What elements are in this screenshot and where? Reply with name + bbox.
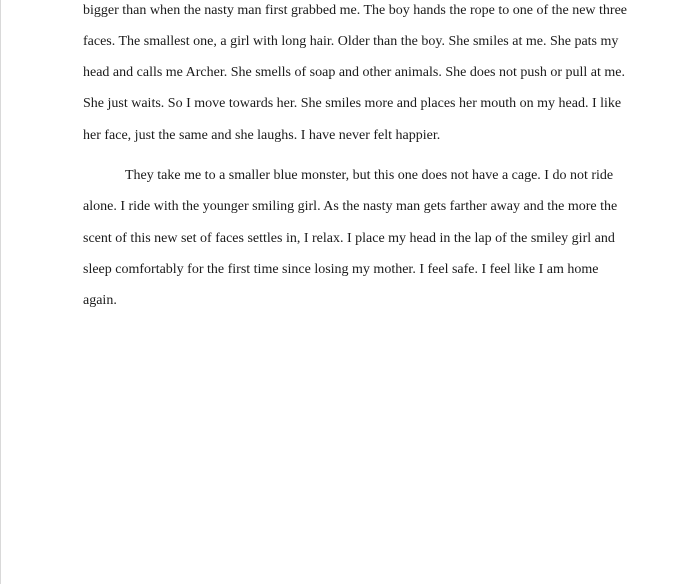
paragraph-line: her face, just the same and she laughs. I have never felt happier. bbox=[83, 128, 441, 143]
paragraph-line: again. bbox=[83, 293, 117, 308]
paragraph-line: She just waits. So I move towards her. She smiles more and places her mouth on my head. I like bbox=[83, 96, 622, 111]
paragraph-line: alone. I ride with the younger smiling girl. As the nasty man gets farther away and the more the bbox=[83, 199, 618, 214]
paragraph-line: head and calls me Archer. She smells of soap and other animals. She does not push or pull at me. bbox=[83, 65, 625, 80]
paragraph-line: bigger than when the nasty man first grabbed me. The boy hands the rope to one of the new three bbox=[83, 3, 628, 18]
paragraph-line: They take me to a smaller blue monster, but this one does not have a cage. I do not ride bbox=[125, 168, 614, 183]
paragraph-line: faces. The smallest one, a girl with long hair. Older than the boy. She smiles at me. She pats my bbox=[83, 34, 619, 49]
paragraph-line: sleep comfortably for the first time since losing my mother. I feel safe. I feel like I am home bbox=[83, 262, 599, 277]
paragraph-line: scent of this new set of faces settles in, I relax. I place my head in the lap of the smiley girl and bbox=[83, 231, 615, 246]
